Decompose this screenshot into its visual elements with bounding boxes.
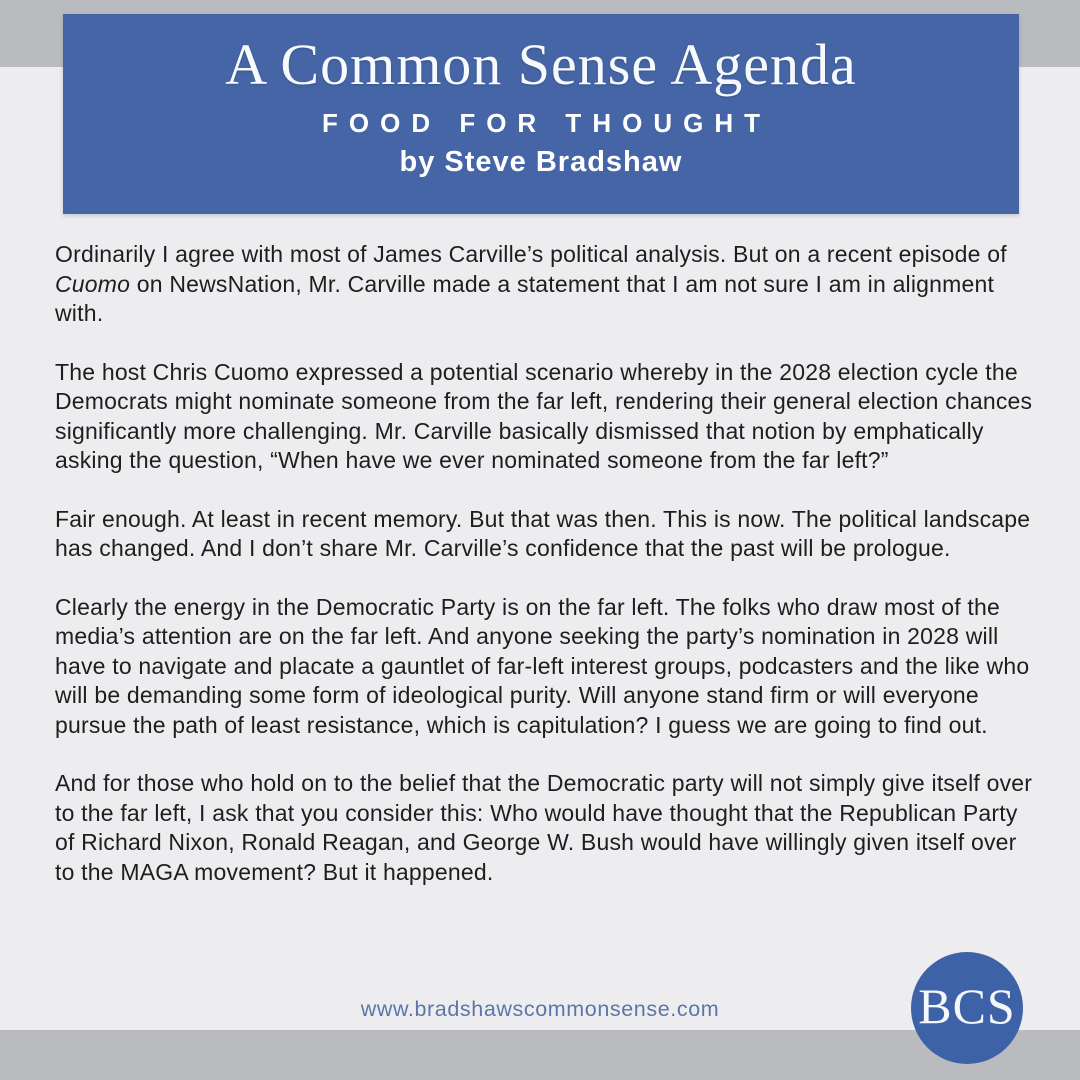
paragraph-2: The host Chris Cuomo expressed a potential scenario whereby in the 2028 election cycle the Democrats might nominate someone from the far left, rendering their general election chances significantly more challenging. Mr. Carville basically dismissed that notion by emphatically asking the question, “When have we ever nominated someone from the far left?” <box>55 358 1033 473</box>
paragraph-4: Clearly the energy in the Democratic Party is on the far left. The folks who draw most of the media’s attention are on the far left. And anyone seeking the party’s nomination in 2028 will have to navigate and placate a gauntlet of far-left interest groups, podcasters and the like who will be demanding some form of ideological purity. Will anyone stand firm or will everyone pursue the path of least resistance, which is capitulation? I guess we are going to find out. <box>55 593 1030 738</box>
bcs-logo <box>911 952 1023 1064</box>
show-title-italic: Cuomo <box>55 270 131 297</box>
header-subtitle: FOOD FOR THOUGHT <box>322 108 771 138</box>
page-title: A Common Sense Agenda <box>225 32 857 97</box>
paragraph-1-text-start: Ordinarily I agree with most of James Carville’s political analysis. But on a recent episode of <box>55 241 1007 267</box>
bottom-gray-bar <box>0 1030 1080 1080</box>
paragraph-5: And for those who hold on to the belief that the Democratic party will not simply give itself over to the far left, I ask that you consider this: Who would have thought that the Republican Party of Richard Nixon, Ronald Reagan, and George W. Bush would have willingly given itself over to the MAGA movement? But it happened. <box>55 770 1033 885</box>
paragraph-1 <box>55 240 1033 329</box>
paragraph-1-text-end: on NewsNation, Mr. Carville made a statement that I am not sure I am in alignment with. <box>55 270 995 326</box>
bcs-logo-text: BCS <box>918 978 1016 1034</box>
article-body <box>55 240 1033 916</box>
header-banner <box>63 14 1019 214</box>
website-link[interactable]: www.bradshawscommonsense.com <box>360 997 720 1021</box>
paragraph-3: Fair enough. At least in recent memory. But that was then. This is now. The political landscape has changed. And I don’t share Mr. Carville’s confidence that the past will be prologue. <box>55 505 1031 561</box>
header-byline: by Steve Bradshaw <box>399 146 683 178</box>
